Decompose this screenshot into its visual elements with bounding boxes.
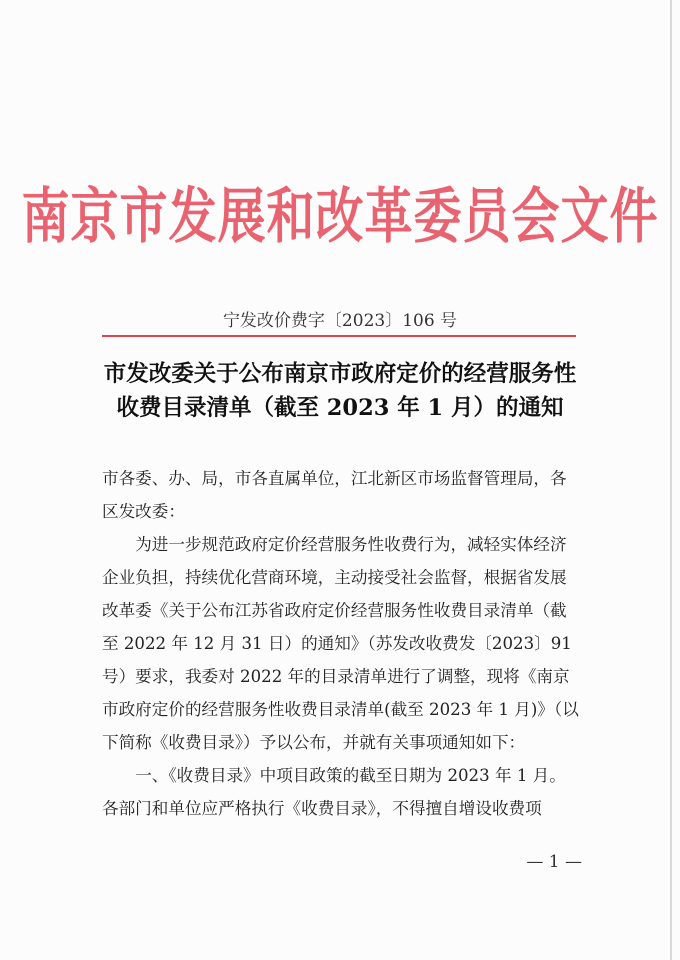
recipients-line: 市各委、办、局，市各直属单位，江北新区市场监督管理局，各区发改委： <box>102 469 567 521</box>
document-title-line-1: 市发改委关于公布南京市政府定价的经营服务性 <box>103 361 577 387</box>
scan-edge-shadow <box>670 0 672 960</box>
body-paragraph-1: 为进一步规范政府定价经营服务性收费行为，减轻实体经济企业负担，持续优化营商环境，主动接受社会监督，根据省发展改革委《关于公布江苏省政府定价经营服务性收费目录清单（截至 2022 年 12 月 31 日）的通知》（苏发改收费发〔2023〕91 号）要求，我委对 2022 年的目录清单进行了调整，现将《南京市政府定价的经营服务性收费目录清单(截至 2023 年 1 月)》（以下简称《收费目录》）予以公布，并就有关事项通知如下： <box>102 535 579 752</box>
issuing-org-header: 南京市发展和改革委员会文件 <box>21 181 659 252</box>
body-paragraph-2: 一、《收费目录》中项目政策的截至日期为 2023 年 1 月。各部门和单位应严格执行《收费目录》，不得擅自增设收费项 <box>102 766 566 818</box>
document-title <box>60 357 620 425</box>
page-number: — 1 — <box>526 852 582 872</box>
document-number: 宁发改价费字〔2023〕106 号 <box>222 311 458 331</box>
red-divider-line <box>102 335 576 337</box>
document-body <box>102 462 580 825</box>
document-title-line-2: 收费目录清单（截至 2023 年 1 月）的通知 <box>116 395 564 421</box>
